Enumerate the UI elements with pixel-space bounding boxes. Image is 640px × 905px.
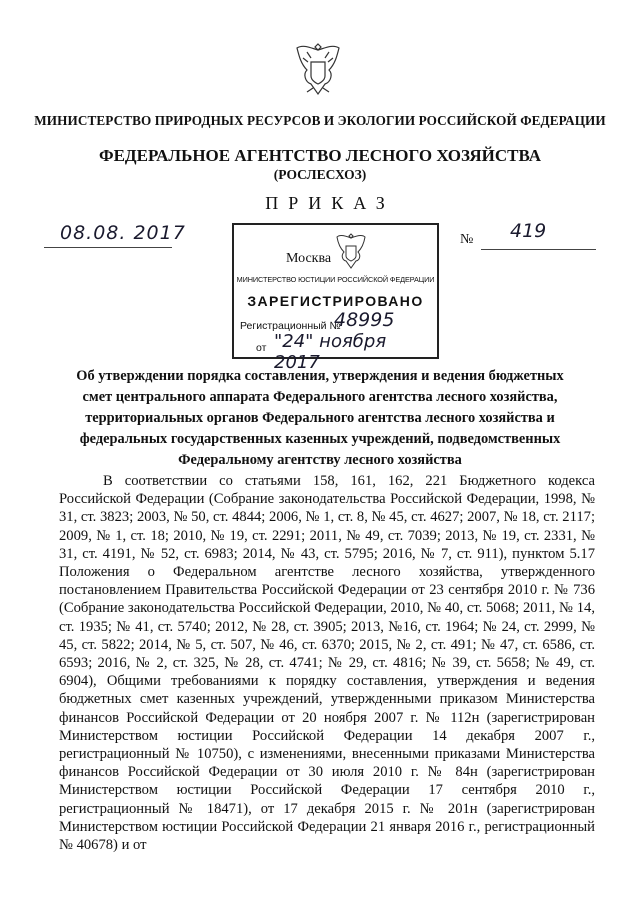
order-number: 419 [510, 220, 547, 242]
stamp-reg-number: 48995 [334, 309, 395, 331]
stamp-emblem-icon [334, 231, 368, 271]
coat-of-arms-emblem [293, 40, 343, 98]
order-date: 08.08. 2017 [60, 222, 186, 244]
stamp-from-label: от [256, 342, 267, 354]
stamp-ministry: МИНИСТЕРСТВО ЮСТИЦИИ РОССИЙСКОЙ ФЕДЕРАЦИИ [236, 275, 435, 284]
agency-name: ФЕДЕРАЛЬНОЕ АГЕНТСТВО ЛЕСНОГО ХОЗЯЙСТВА [98, 146, 542, 165]
number-underline [481, 249, 596, 250]
stamp-from-date: "24" ноября 2017 [274, 331, 387, 373]
stamp-city: Москва [286, 251, 332, 266]
registration-stamp [232, 223, 439, 373]
document-type: ПРИКАЗ [265, 193, 395, 213]
stamp-registered: ЗАРЕГИСТРИРОВАНО [247, 293, 424, 309]
order-title: Об утверждении порядка составления, утверждения и ведения бюджетных смет центрального аппарата Федерального агентства лесного хозяйства, территориальных органов Федерального агентства лесного хозяйства и федеральных государственных казенных учреждений, подведомственных Федеральному агентству лесного хозяйства [76, 368, 564, 468]
agency-short-name: (РОСЛЕСХОЗ) [273, 167, 367, 182]
date-underline [44, 247, 172, 248]
stamp-reg-label: Регистрационный № [240, 320, 341, 332]
order-number-label: № [460, 232, 474, 247]
ministry-name: МИНИСТЕРСТВО ПРИРОДНЫХ РЕСУРСОВ И ЭКОЛОГИИ РОССИЙСКОЙ ФЕДЕРАЦИИ [34, 113, 606, 128]
order-body: В соответствии со статьями 158, 161, 162, 221 Бюджетного кодекса Российской Федерации (Собрание законодательства Российской Федерации, 1998, № 31, ст. 3823; 2003, № 50, ст. 4844; 2006, № 1, ст. 8, № 45, ст. 4627; 2007, № 18, ст. 2117; 2009, № 1, ст. 18; 2010, № 19, ст. 2291; 2011, № 49, ст. 7039; 2013, № 19, ст. 2331, № 31, ст. 4191, № 52, ст. 6983; 2014, № 43, ст. 5795; 2016, № 7, ст. 911), пунктом 5.17 Положения о Федеральном агентстве лесного хозяйства, утвержденного постановлением Правительства Российской Федерации от 23 сентября 2010 г. № 736 (Собрание законодательства Российской Федерации, 2010, № 40, ст. 5068; 2011, № 14, ст. 1935; № 41, ст. 5740; 2012, № 28, ст. 3905; 2013, №16, ст. 1964; № 24, ст. 2999, № 45, ст. 5822; 2014, № 5, ст. 507, № 46, ст. 6370; 2015, № 2, ст. 491; № 47, ст. 6586, ст. 6593; 2016, № 2, ст. 325, № 28, ст. 4741; № 29, ст. 4816; № 39, ст. 5658; № 49, ст. 6904), Общими требованиями к порядку составления, утверждения и ведения бюджетных смет казенных учреждений, утвержденными приказом Министерства финансов Российской Федерации от 20 ноября 2007 г. № 112н (зарегистрирован Министерством юстиции Российской Федерации 14 декабря 2007 г., регистрационный № 10750), с изменениями, внесенными приказами Министерства финансов Российской Федерации от 30 июля 2010 г. № 84н (зарегистрирован Министерством юстиции Российской Федерации 17 сентября 2010 г., регистрационный № 18471), от 17 декабря 2015 г. № 201н (зарегистрирован Министерством юстиции Российской Федерации 21 января 2016 г., регистрационный № 40678) и от [59, 473, 595, 854]
